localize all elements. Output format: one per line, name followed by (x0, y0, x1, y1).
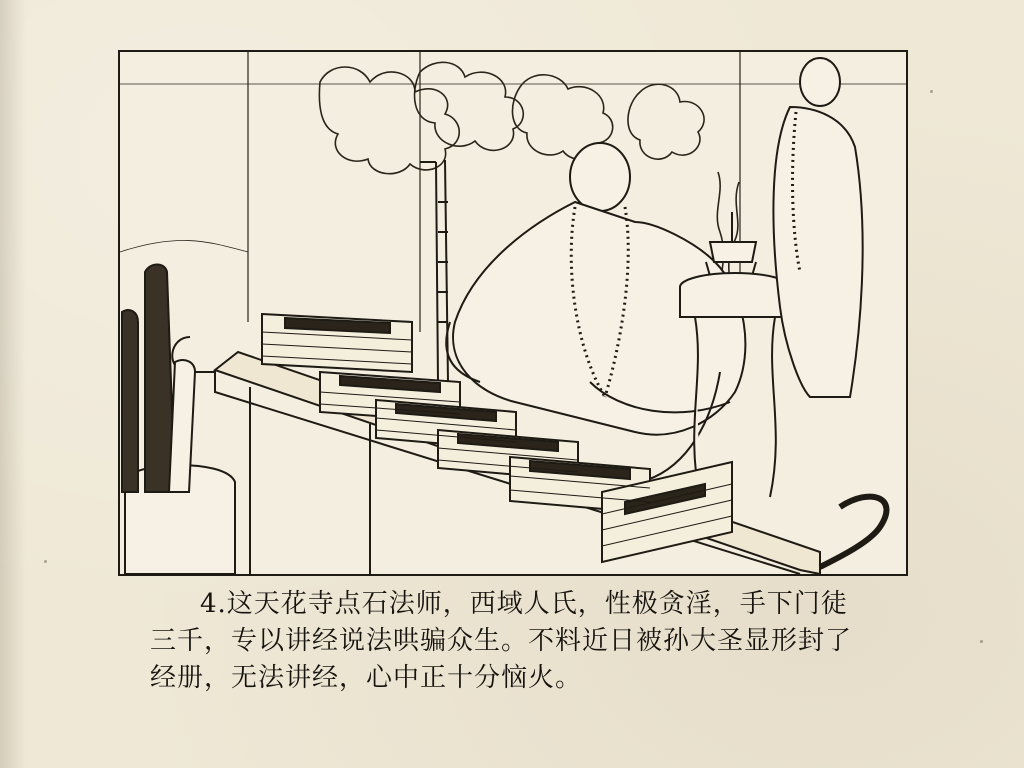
paper-speck (44, 560, 47, 563)
scroll-jar (122, 265, 235, 575)
caption-line-3: 经册，无法讲经，心中正十分恼火。 (150, 663, 583, 693)
paper-edge-stain (0, 0, 26, 768)
standing-attendant (773, 58, 862, 397)
chair (420, 160, 448, 382)
caption-line-2: 三千，专以讲经说法哄骗众生。不料近日被孙大圣显形封了 (150, 626, 853, 656)
ink-drawing-icon (120, 52, 906, 574)
paper-speck (930, 90, 933, 93)
caption-line-1: 4.这天花寺点石法师，西域人氏，性极贪淫，手下门徒 (200, 589, 848, 619)
caption-text (150, 586, 910, 697)
illustration-panel (118, 50, 908, 576)
paper-speck (980, 640, 983, 643)
